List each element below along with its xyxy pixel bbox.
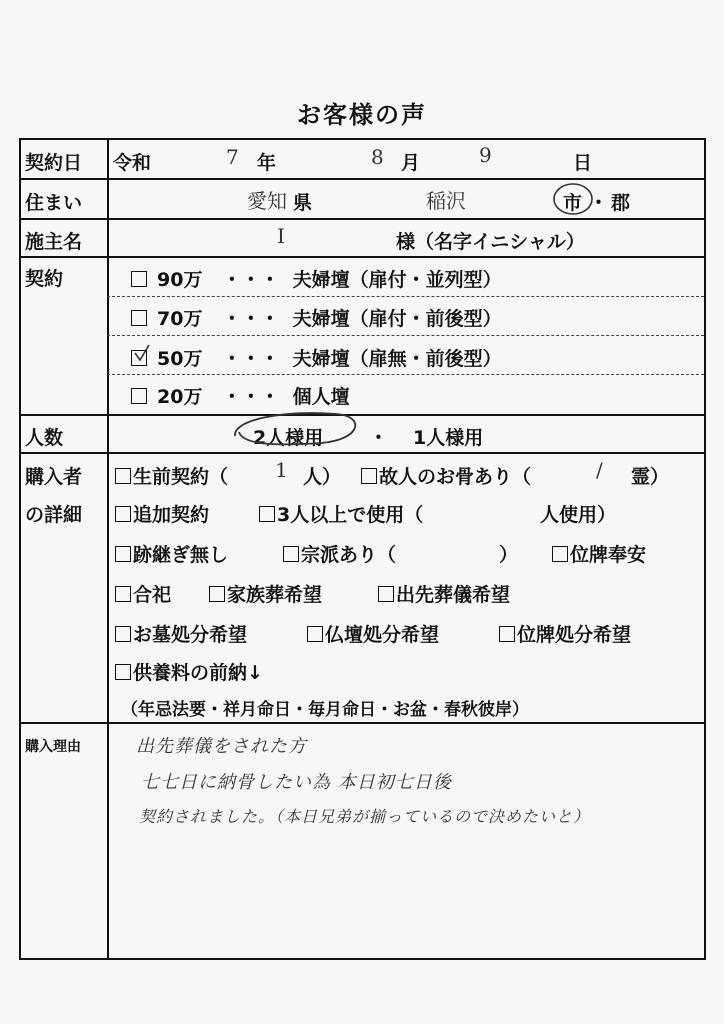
sect-close: ） [499,544,519,566]
detail-bones[interactable]: 故人のお骨あり（ [361,462,531,489]
era-text: 令和 [113,152,152,174]
checkbox[interactable] [115,586,131,602]
use-unit: 人使用） [540,504,617,526]
checkbox[interactable] [115,506,131,522]
city-unit: 市 [563,192,583,214]
detail-three-plus[interactable]: 3人以上で使用（ [259,500,423,527]
detail-additional[interactable]: 追加契約 [115,500,209,527]
page-title: お客様の声 [297,101,427,129]
label-residence: 住まい [25,192,83,214]
bones-unit: 霊） [631,466,670,488]
year-handwritten: 7 [226,145,239,169]
option-divider [107,296,704,297]
checkbox[interactable] [552,546,568,562]
checkbox[interactable] [307,626,323,642]
row-divider [21,178,704,180]
row-divider [21,452,704,454]
day-unit: 日 [573,152,593,174]
residence-separator: ・ [589,192,609,214]
customer-voice-form [19,138,706,960]
label-buyer-details-2: の詳細 [25,504,83,526]
reason-line-1: 出先葬儀をされた方 [136,736,307,757]
day-handwritten: 9 [479,143,492,167]
city-handwritten: 稲沢 [426,189,466,213]
client-suffix: 様（名字イニシャル） [396,231,585,253]
checkbox[interactable] [131,271,147,287]
detail-altar-disposal[interactable]: 仏壇処分希望 [307,620,439,647]
detail-ihai-disposal[interactable]: 位牌処分希望 [499,620,631,647]
contract-option-90[interactable]: 90万 ・・・ 夫婦壇（扉付・並列型） [131,265,502,292]
checkbox[interactable] [283,546,299,562]
checkbox[interactable] [115,664,131,680]
month-handwritten: 8 [371,145,384,169]
month-unit: 月 [401,152,421,174]
detail-attend-funeral[interactable]: 出先葬儀希望 [378,580,510,607]
row-divider [21,218,704,220]
pre-contract-unit: 人） [303,466,342,488]
checkbox[interactable] [115,468,131,484]
label-client-name: 施主名 [25,231,83,253]
detail-sect[interactable]: 宗派あり（ [283,540,396,567]
checkbox[interactable] [115,546,131,562]
people-two[interactable]: 2人様用 [253,427,324,449]
row-divider [21,722,704,724]
contract-option-20[interactable]: 20万 ・・・ 個人壇 [131,382,350,409]
reason-line-2: 七七日に納骨したい為 本日初七日後 [141,772,452,793]
detail-prepay[interactable]: 供養料の前納↓ [115,658,263,685]
prefecture-handwritten: 愛知 [247,189,287,213]
label-contract: 契約 [25,268,64,290]
checkbox[interactable] [131,310,147,326]
detail-grave-disposal[interactable]: お墓処分希望 [115,620,247,647]
detail-joint[interactable]: 合祀 [115,580,171,607]
pre-contract-count-handwritten: 1 [275,458,288,482]
label-purchase-reason: 購入理由 [25,739,81,755]
checkbox[interactable] [209,586,225,602]
row-divider [21,256,704,258]
label-people: 人数 [25,427,64,449]
row-divider [21,414,704,416]
detail-ihai[interactable]: 位牌奉安 [552,540,646,567]
checkbox[interactable] [499,626,515,642]
checkbox[interactable] [361,468,377,484]
option-divider [107,374,704,375]
checkbox[interactable] [378,586,394,602]
checkbox[interactable] [131,388,147,404]
contract-option-50[interactable]: 50万 ・・・ 夫婦壇（扉無・前後型） [131,344,502,371]
client-initial-handwritten: I [277,224,285,248]
checkbox[interactable] [259,506,275,522]
county-unit: 郡 [611,192,631,214]
detail-no-heir[interactable]: 跡継ぎ無し [115,540,228,567]
bones-count-handwritten: / [596,458,603,482]
label-contract-date: 契約日 [25,152,83,174]
year-unit: 年 [257,152,277,174]
label-buyer-details-1: 購入者 [25,466,83,488]
label-column-divider [107,140,109,958]
reason-line-3: 契約されました。（本日兄弟が揃っているので決めたいと） [139,807,591,826]
people-separator: ・ [369,427,389,449]
option-divider [107,335,704,336]
prefecture-unit: 県 [293,192,313,214]
checkbox[interactable] [115,626,131,642]
detail-pre-contract[interactable]: 生前契約（ [115,462,228,489]
memorials-note: （年忌法要・祥月命日・毎月命日・お盆・春秋彼岸） [121,700,529,720]
detail-family-funeral[interactable]: 家族葬希望 [209,580,322,607]
contract-option-70[interactable]: 70万 ・・・ 夫婦壇（扉付・前後型） [131,304,502,331]
people-one[interactable]: 1人様用 [413,427,484,449]
checkbox-checked[interactable] [131,350,147,366]
